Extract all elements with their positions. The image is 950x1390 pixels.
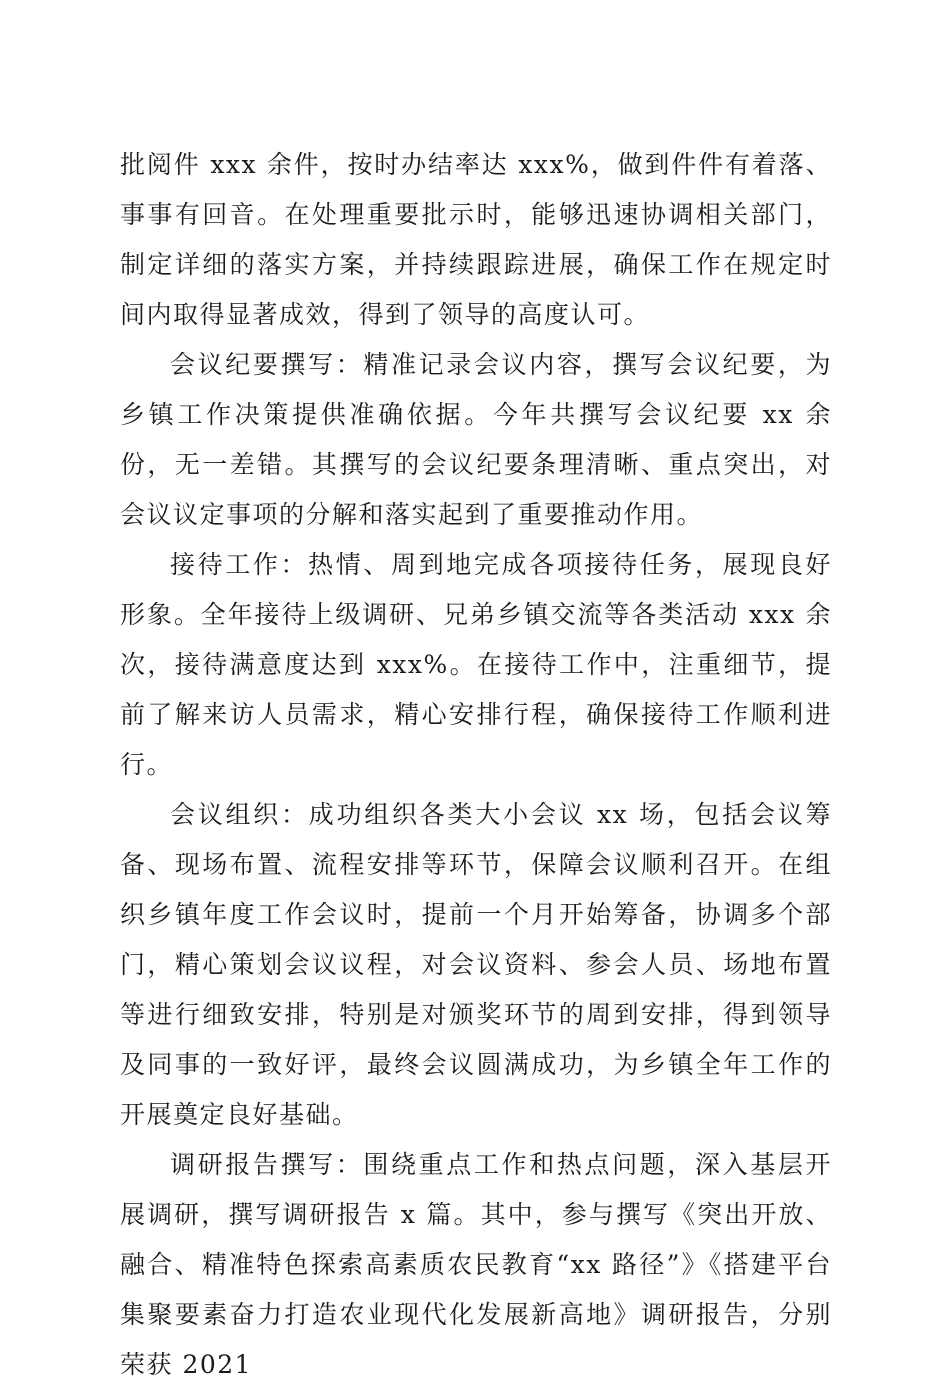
paragraph-research-reports: 调研报告撰写：围绕重点工作和热点问题，深入基层开展调研，撰写调研报告 x 篇。其中，参与撰写《突出开放、融合、精准特色探索高素质农民教育“xx 路径”》《搭建平台集聚要素奋力打造农业现代化发展新高地》调研报告，分别荣获 2021 xyxy=(120,1150,832,1379)
paragraph-approval-handling: 批阅件 xxx 余件，按时办结率达 xxx%，做到件件有着落、事事有回音。在处理重要批示时，能够迅速协调相关部门，制定详细的落实方案，并持续跟踪进展，确保工作在规定时间内取得显著成效，得到了领导的高度认可。 xyxy=(120,150,832,329)
document-body xyxy=(120,140,832,1390)
paragraph-meeting-minutes: 会议纪要撰写：精准记录会议内容，撰写会议纪要，为乡镇工作决策提供准确依据。今年共撰写会议纪要 xx 余份，无一差错。其撰写的会议纪要条理清晰、重点突出，对会议议定事项的分解和落实起到了重要推动作用。 xyxy=(120,350,832,529)
paragraph-reception-work: 接待工作：热情、周到地完成各项接待任务，展现良好形象。全年接待上级调研、兄弟乡镇交流等各类活动 xxx 余次，接待满意度达到 xxx%。在接待工作中，注重细节，提前了解来访人员需求，精心安排行程，确保接待工作顺利进行。 xyxy=(120,550,832,779)
paragraph-meeting-organization: 会议组织：成功组织各类大小会议 xx 场，包括会议筹备、现场布置、流程安排等环节，保障会议顺利召开。在组织乡镇年度工作会议时，提前一个月开始筹备，协调多个部门，精心策划会议议程，对会议资料、参会人员、场地布置等进行细致安排，特别是对颁奖环节的周到安排，得到领导及同事的一致好评，最终会议圆满成功，为乡镇全年工作的开展奠定良好基础。 xyxy=(120,800,832,1129)
